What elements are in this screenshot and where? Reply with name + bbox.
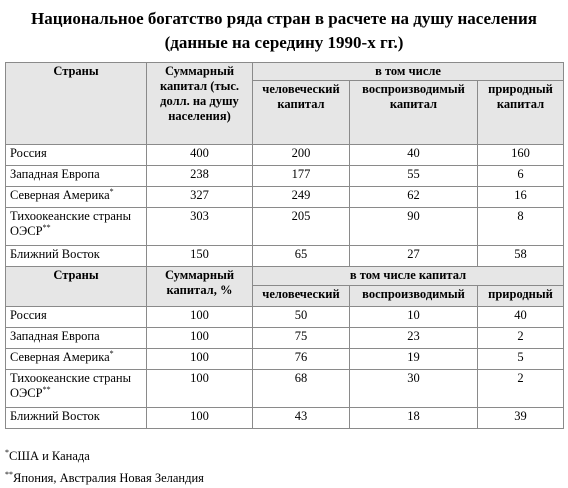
human-cell: 50 — [253, 307, 350, 328]
reproducible-cell: 90 — [350, 208, 478, 246]
country-cell — [6, 208, 147, 246]
table-row — [6, 408, 564, 429]
country-cell — [6, 187, 147, 208]
table-row — [6, 370, 564, 408]
table2-header-row-1 — [6, 267, 564, 286]
reproducible-cell: 23 — [350, 328, 478, 349]
human-cell: 177 — [253, 166, 350, 187]
footnote-1-mark: * — [5, 448, 9, 457]
total-cell: 327 — [147, 187, 253, 208]
footnote-mark: ** — [42, 223, 51, 232]
wealth-table — [5, 62, 564, 429]
table-row — [6, 187, 564, 208]
country-cell — [6, 166, 147, 187]
table1-header-natural: природный капитал — [478, 81, 564, 145]
country-name: Россия — [10, 308, 47, 322]
total-cell: 100 — [147, 349, 253, 370]
total-cell: 100 — [147, 328, 253, 349]
total-cell: 150 — [147, 246, 253, 267]
total-cell: 238 — [147, 166, 253, 187]
reproducible-cell: 40 — [350, 145, 478, 166]
country-name: Ближний Восток — [10, 409, 100, 423]
reproducible-cell: 18 — [350, 408, 478, 429]
natural-cell: 16 — [478, 187, 564, 208]
page-subtitle: (данные на середину 1990-х гг.) — [164, 33, 404, 52]
country-name: Западная Европа — [10, 329, 100, 343]
table1-header-row-1 — [6, 63, 564, 81]
human-cell: 68 — [253, 370, 350, 408]
country-cell — [6, 370, 147, 408]
reproducible-cell: 30 — [350, 370, 478, 408]
natural-cell: 8 — [478, 208, 564, 246]
total-cell: 100 — [147, 408, 253, 429]
table2-header-including: в том числе капитал — [253, 267, 564, 286]
human-cell: 76 — [253, 349, 350, 370]
table2-header-human: человеческий — [253, 286, 350, 307]
natural-cell: 5 — [478, 349, 564, 370]
natural-cell: 2 — [478, 370, 564, 408]
table2-header-total: Суммарный капитал, % — [147, 267, 253, 307]
footnote-1-text: США и Канада — [9, 449, 90, 463]
country-name: Северная Америка — [10, 350, 110, 364]
table1-header-total: Суммарный капитал (тыс. долл. на душу населения) — [147, 63, 253, 145]
reproducible-cell: 10 — [350, 307, 478, 328]
table-row — [6, 307, 564, 328]
footnote-2-text: Япония, Австралия Новая Зеландия — [13, 471, 204, 485]
reproducible-cell: 27 — [350, 246, 478, 267]
footnote-2-mark: ** — [5, 470, 13, 479]
table2-header-reproducible: воспроизводимый — [350, 286, 478, 307]
total-cell: 100 — [147, 307, 253, 328]
table1-header-reproducible: воспроизводимый капитал — [350, 81, 478, 145]
country-cell — [6, 246, 147, 267]
table1-header-including: в том числе — [253, 63, 564, 81]
reproducible-cell: 19 — [350, 349, 478, 370]
total-cell: 400 — [147, 145, 253, 166]
table2-header-countries: Страны — [6, 267, 147, 307]
table-row — [6, 145, 564, 166]
table1-header-human: человеческий капитал — [253, 81, 350, 145]
human-cell: 249 — [253, 187, 350, 208]
natural-cell: 40 — [478, 307, 564, 328]
natural-cell: 6 — [478, 166, 564, 187]
reproducible-cell: 62 — [350, 187, 478, 208]
table-row — [6, 349, 564, 370]
country-name: Северная Америка — [10, 188, 110, 202]
country-cell — [6, 328, 147, 349]
footnote-2 — [5, 471, 204, 486]
table-row — [6, 328, 564, 349]
natural-cell: 2 — [478, 328, 564, 349]
country-name: Тихоокеанские страны ОЭСР — [10, 209, 132, 238]
country-cell — [6, 408, 147, 429]
footnote-mark: * — [109, 187, 114, 196]
table2-header-natural: природный — [478, 286, 564, 307]
natural-cell: 58 — [478, 246, 564, 267]
human-cell: 200 — [253, 145, 350, 166]
table-row — [6, 166, 564, 187]
page-title: Национальное богатство ряда стран в расчете на душу населения — [31, 9, 537, 28]
country-cell — [6, 145, 147, 166]
country-name: Тихоокеанские страны ОЭСР — [10, 371, 132, 400]
footnote-mark: * — [109, 349, 114, 358]
table-row — [6, 208, 564, 246]
footnote-mark: ** — [42, 385, 51, 394]
reproducible-cell: 55 — [350, 166, 478, 187]
human-cell: 205 — [253, 208, 350, 246]
country-cell — [6, 307, 147, 328]
human-cell: 75 — [253, 328, 350, 349]
table1-header-countries: Страны — [6, 63, 147, 145]
country-name: Западная Европа — [10, 167, 100, 181]
country-cell — [6, 349, 147, 370]
total-cell: 303 — [147, 208, 253, 246]
human-cell: 65 — [253, 246, 350, 267]
table-row — [6, 246, 564, 267]
total-cell: 100 — [147, 370, 253, 408]
country-name: Ближний Восток — [10, 247, 100, 261]
country-name: Россия — [10, 146, 47, 160]
natural-cell: 39 — [478, 408, 564, 429]
footnote-1 — [5, 449, 90, 464]
human-cell: 43 — [253, 408, 350, 429]
natural-cell: 160 — [478, 145, 564, 166]
